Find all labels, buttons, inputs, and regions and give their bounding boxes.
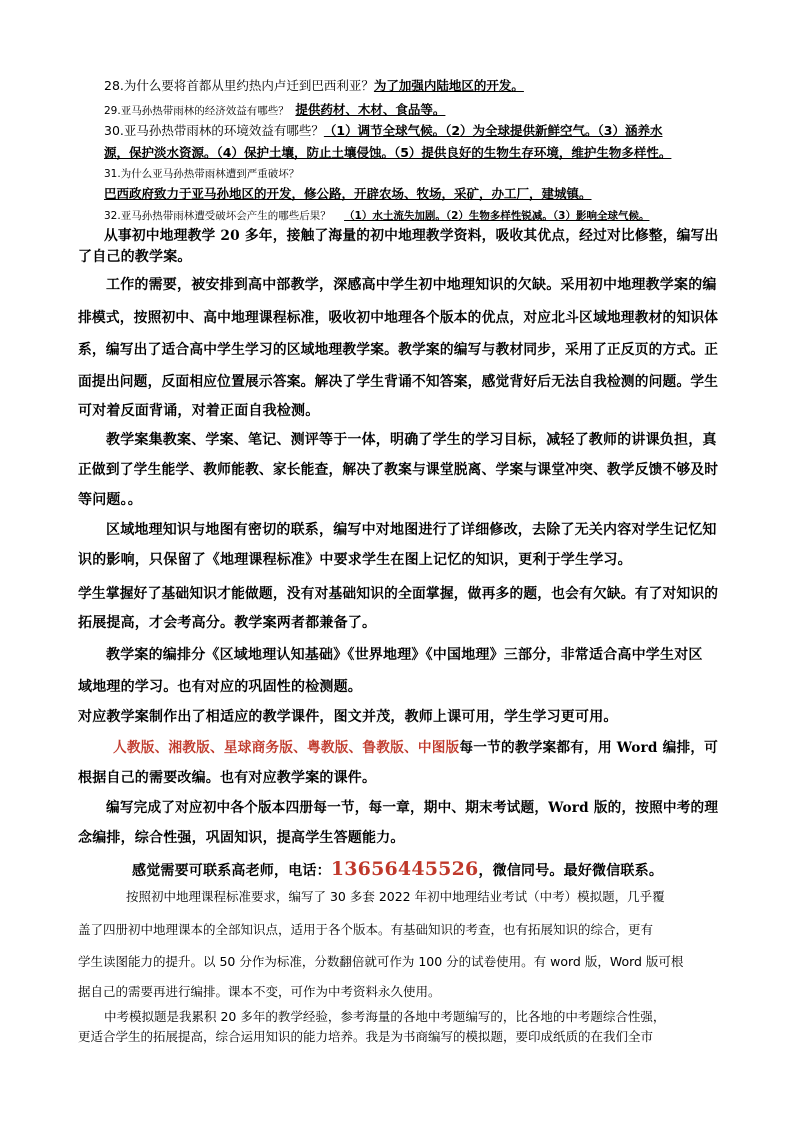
contact-line: [132, 860, 663, 879]
editions-rest: 每一节的教学案都有，用 Word 编排，可: [459, 740, 719, 756]
answer-text: 源，保护淡水资源。（4）保护土壤，防止土壤侵蚀。（5）提供良好的生物生存环境，维护生物多样性。: [104, 145, 672, 160]
paragraph-line: 按照初中地理课程标准要求，编写了 30 多套 2022 年初中地理结业考试（中考）模拟题，几乎覆: [126, 889, 665, 904]
contact-suffix: ，微信同号。最好微信联系。: [478, 863, 664, 879]
paragraph-line: 识的影响，只保留了《地理课程标准》中要求学生在图上记忆的知识，更利于学生学习。: [78, 552, 632, 568]
answer-text: 巴西政府致力于亚马孙地区的开发，修公路，开辟农场、牧场，采矿，办工厂，建城镇。: [104, 186, 592, 201]
paragraph-line: 念编排，综合性强，巩固知识，提高学生答题能力。: [78, 830, 405, 846]
question-32: [104, 211, 649, 222]
question-30: [104, 125, 662, 138]
question-text: 32.亚马孙热带雨林遭受破坏会产生的哪些后果？: [104, 210, 331, 222]
question-text: 28.为什么要将首都从里约热内卢迁到巴西利亚？: [104, 78, 374, 93]
paragraph-line: 域地理的学习。也有对应的巩固性的检测题。: [78, 679, 362, 695]
paragraph-line: 更适合学生的拓展提高，综合运用知识的能力培养。我是为书商编写的模拟题，要印成纸质的在我们全市: [78, 1029, 654, 1044]
paragraph-line: 拓展提高，才会考高分。教学案两者都兼备了。: [78, 615, 377, 631]
question-28: [104, 80, 524, 93]
paragraph-line: 根据自己的需要改编。也有对应教学案的课件。: [78, 770, 377, 786]
answer-text: 提供药材、木材、食品等。: [295, 102, 446, 117]
question-text: 31.为什么亚马孙热带雨林遭到严重破坏？: [104, 168, 300, 180]
paragraph-line: 盖了四册初中地理课本的全部知识点，适用于各个版本。有基础知识的考查，也有拓展知识的综合，更有: [78, 922, 654, 937]
paragraph-line: 据自己的需要再进行编排。课本不变，可作为中考资料永久使用。: [78, 984, 441, 999]
paragraph-line: 系，编写出了适合高中学生学习的区域地理教学案。教学案的编写与教材同步，采用了正反页的方式。正: [78, 342, 719, 358]
paragraph-line: 编写完成了对应初中各个版本四册每一节，每一章，期中、期末考试题，Word 版的，按照中考的理: [106, 800, 719, 816]
paragraph-line: 了自己的教学案。: [78, 249, 192, 265]
question-29: [104, 104, 445, 117]
paragraph-line: 区域地理知识与地图有密切的联系，编写中对地图进行了详细修改，去除了无关内容对学生记忆知: [106, 522, 717, 538]
paragraph-line: 教学案集教案、学案、笔记、测评等于一体，明确了学生的学习目标，减轻了教师的讲课负担，真: [106, 432, 717, 448]
phone-number: 13656445526: [330, 858, 479, 880]
contact-prefix: 感觉需要可联系高老师，电话：: [132, 863, 331, 879]
question-30-continued: [104, 147, 671, 160]
paragraph-line: 中考模拟题是我累积 20 多年的教学经验，参考海量的各地中考题编写的，比各地的中考题综合性强，: [104, 1009, 666, 1024]
paragraph-line: 教学案的编排分《区域地理认知基础》《世界地理》《中国地理》三部分，非常适合高中学生对区: [106, 647, 703, 663]
answer-text: （1）水土流失加剧。（2）生物多样性锐减。（3）影响全球气候。: [344, 210, 650, 222]
paragraph-line: 可对着反面背诵，对着正面自我检测。: [78, 403, 320, 419]
answer-text: 为了加强内陆地区的开发。: [373, 78, 524, 93]
paragraph-line: 面提出问题，反面相应位置展示答案。解决了学生背诵不知答案，感觉背好后无法自我检测的问题。学生: [78, 374, 719, 390]
question-31: [104, 169, 299, 180]
answer-31: [104, 188, 592, 201]
paragraph-line: 工作的需要，被安排到高中部教学，深感高中学生初中地理知识的欠缺。采用初中地理教学案的编: [106, 277, 717, 293]
question-text: 29.亚马孙热带雨林的经济效益有哪些？: [104, 105, 289, 117]
question-text: 30.亚马孙热带雨林的环境效益有哪些？: [104, 123, 324, 138]
paragraph-line: 对应教学案制作出了相适应的教学课件，图文并茂，教师上课可用，学生学习更可用。: [78, 709, 618, 725]
editions-line: [113, 741, 718, 755]
paragraph-line: 排模式，按照初中、高中地理课程标准，吸收初中地理各个版本的优点，对应北斗区域地理教材的知识体: [78, 310, 719, 326]
paragraph-line: 从事初中地理教学 20 多年，接触了海量的初中地理教学资料，吸收其优点，经过对比修整，编写出: [104, 228, 719, 244]
paragraph-line: 学生读图能力的提升。以 50 分作为标准，分数翻倍就可作为 100 分的试卷使用。有 word 版，Word 版可根: [78, 954, 684, 969]
paragraph-line: 正做到了学生能学、教师能教、家长能查，解决了教案与课堂脱离、学案与课堂冲突、教学反馈不够及时: [78, 462, 719, 478]
paragraph-line: 等问题。。: [78, 492, 142, 508]
paragraph-line: 学生掌握好了基础知识才能做题，没有对基础知识的全面掌握，做再多的题，也会有欠缺。有了对知识的: [78, 586, 719, 602]
answer-text: （1）调节全球气候。（2）为全球提供新鲜空气。（3）涵养水: [323, 123, 663, 138]
editions-list: 人教版、湘教版、星球商务版、粤教版、鲁教版、中图版: [113, 740, 460, 756]
